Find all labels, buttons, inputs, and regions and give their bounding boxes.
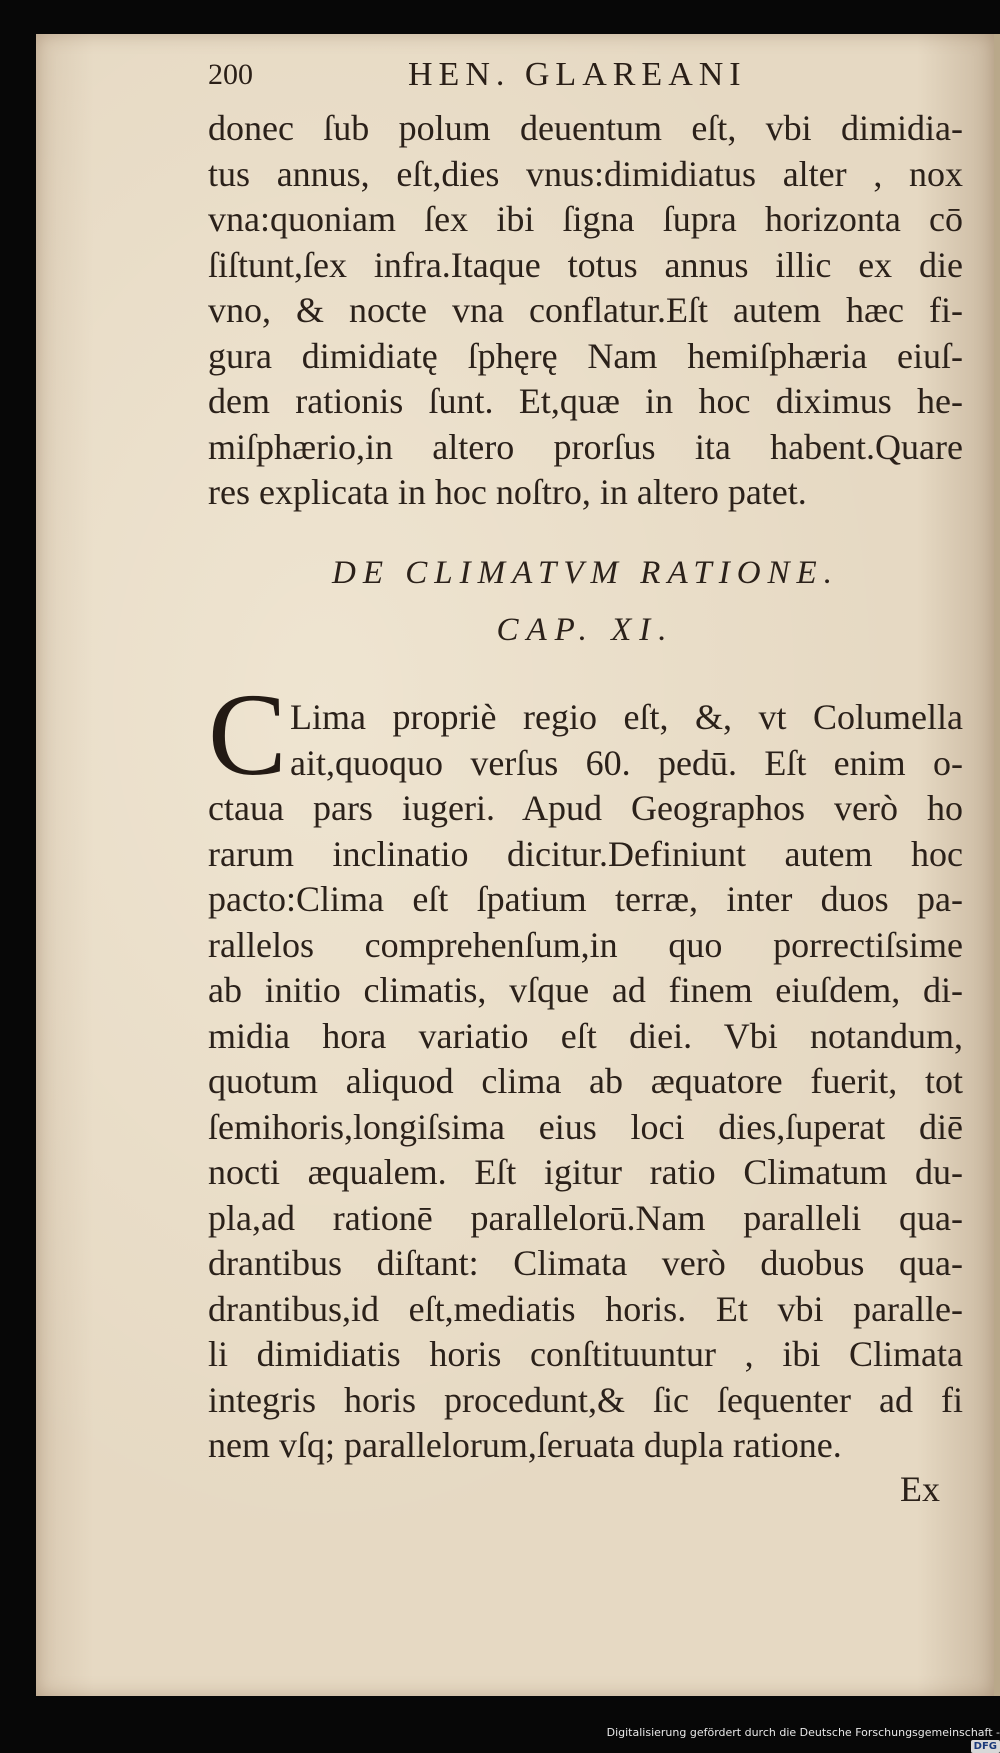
text-line: tus annus, eſt,dies vnus:dimidiatus alter , nox bbox=[208, 153, 963, 194]
text-line: rallelos comprehenſum,in quo porrectiſsime bbox=[208, 924, 963, 965]
text-line: li dimidiatis horis conſtituuntur , ibi Climata bbox=[208, 1334, 963, 1374]
chapter-title: DE CLIMATVM RATIONE. bbox=[332, 555, 839, 591]
text-line: pla,ad rationē parallelorū.Nam paralleli qua- bbox=[208, 1197, 963, 1238]
text-line: integris horis procedunt,& ſic ſequenter ad fi bbox=[208, 1379, 963, 1420]
page-header bbox=[208, 52, 928, 102]
chapter-number: CAP. XI. bbox=[496, 612, 675, 648]
text-line: nocti æqualem. Eſt igitur ratio Climatum du- bbox=[208, 1152, 963, 1192]
text-line: vno, & nocte vna conflatur.Eſt autem hæc fi- bbox=[208, 290, 963, 330]
text-line: ctaua pars iugeri. Apud Geographos verò ho bbox=[208, 788, 963, 828]
text-line: nem vſq; parallelorum,ſeruata dupla ratione. bbox=[208, 1425, 842, 1465]
digitization-credit bbox=[600, 1726, 1000, 1752]
text-line: gura dimidiatę ſphęrę Nam hemiſphæria eiuſ- bbox=[208, 335, 963, 376]
text-line: ait,quoquo verſus 60. pedū. Eſt enim o- bbox=[290, 742, 963, 783]
text-line: res explicata in hoc noſtro, in altero patet. bbox=[208, 472, 807, 512]
credit-text: Digitalisierung gefördert durch die Deutsche Forschungsgemeinschaft - bbox=[606, 1726, 1000, 1739]
text-line: drantibus diſtant: Climata verò duobus qua- bbox=[208, 1243, 963, 1283]
running-head: HEN. GLAREANI bbox=[408, 56, 747, 93]
dfg-logo: DFG bbox=[971, 1740, 1000, 1753]
text-line: Lima propriè regio eſt, &, vt Columella bbox=[290, 697, 963, 737]
text-line: donec ſub polum deuentum eſt, vbi dimidia- bbox=[208, 108, 963, 148]
text-line: ab initio climatis, vſque ad finem eiuſdem, di- bbox=[208, 970, 963, 1010]
text-line: vna:quoniam ſex ibi ſigna ſupra horizonta cō bbox=[208, 199, 963, 239]
text-line: pacto:Clima eſt ſpatium terræ, inter duos pa- bbox=[208, 879, 963, 919]
text-line: miſphærio,in altero prorſus ita habent.Quare bbox=[208, 426, 963, 467]
page-edge bbox=[994, 34, 1000, 1696]
text-line: ſemihoris,longiſsima eius loci dies,ſuperat diē bbox=[208, 1106, 963, 1147]
paragraph-2 bbox=[208, 695, 963, 1469]
text-line: ſiſtunt,ſex infra.Itaque totus annus illic ex die bbox=[208, 244, 963, 285]
text-line: rarum inclinatio dicitur.Definiunt autem hoc bbox=[208, 833, 963, 874]
text-line: midia hora variatio eſt diei. Vbi notandum, bbox=[208, 1015, 963, 1056]
text-line: dem rationis ſunt. Et,quæ in hoc diximus he- bbox=[208, 381, 963, 421]
paragraph-1 bbox=[208, 106, 963, 516]
drop-cap: C bbox=[208, 669, 287, 800]
text-line: quotum aliquod clima ab æquatore fuerit, tot bbox=[208, 1061, 963, 1101]
catchword: Ex bbox=[900, 1469, 940, 1509]
text-line: drantibus,id eſt,mediatis horis. Et vbi paralle- bbox=[208, 1288, 963, 1329]
page-number: 200 bbox=[208, 58, 253, 91]
